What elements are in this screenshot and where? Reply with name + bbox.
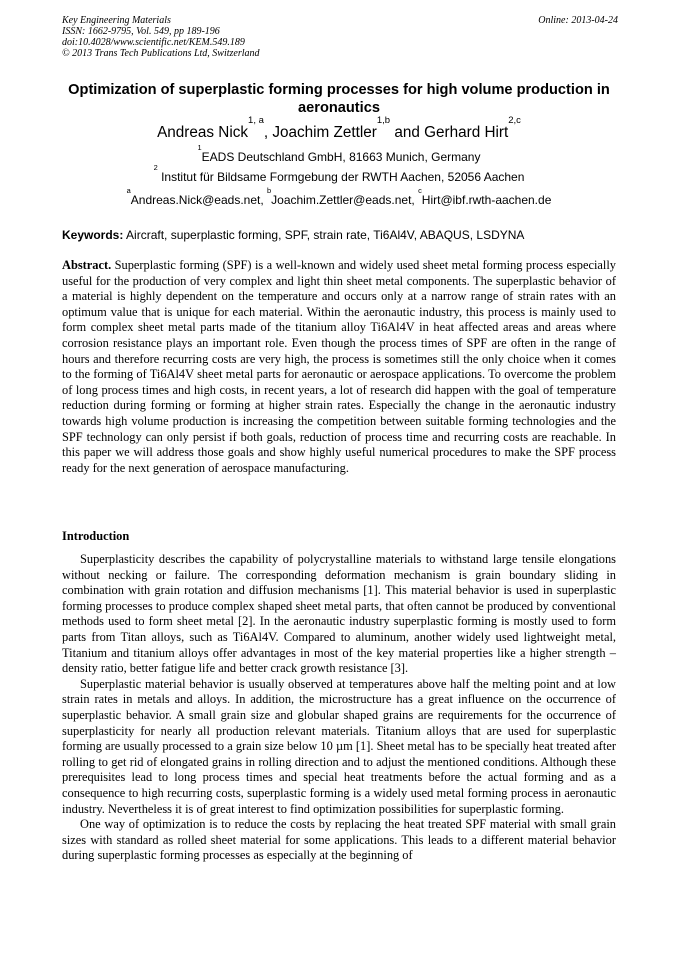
author-superscript: 1,b: [376, 114, 391, 126]
author-name: Gerhard Hirt: [424, 124, 509, 141]
keywords-text: Aircraft, superplastic forming, SPF, strain rate, Ti6Al4V, ABAQUS, LSDYNA: [126, 228, 525, 242]
issn-line: ISSN: 1662-9795, Vol. 549, pp 189-196: [62, 26, 220, 37]
keywords: [62, 228, 618, 243]
abstract-text: Superplastic forming (SPF) is a well-known and widely used sheet metal forming process especially useful for the production of very complex and light thin sheet metal components. The superplastic behavior of a material is highly dependent on the temperature and occurs only at a narrow range of strain rates with an optimum value that is unique for each material. Within the aeronautic industry, this process is mainly used to form complex sheet metal parts made of the titanium alloy Ti6Al4V in heat affected areas and areas where corrosion resistance plays an important role. Even though the process times of SPF are often in the range of hours and therefore recurring costs are very high, the process is sometimes still the only choice when it comes to the forming of Ti6Al4V sheet metal parts for aeronautic or aerospace applications. To overcome the problem of long process times and high costs, in recent years, a lot of research did happen with the goal of temperature reduction during forming or forming at higher strain rates. Especially the change in the aeronautic industry towards high volume production is increasing the competition between suitable forming technologies and the SPF technology can only persist if both goals, reduction of process time and recurring costs are reachable. In this paper we will address those goals and show highly useful numerical procedures to make the SPF process ready for the next generation of aerospace manufacturing.: [62, 258, 616, 475]
author-emails: [62, 186, 616, 208]
paragraph: One way of optimization is to reduce the costs by replacing the heat treated SPF material with small grain sizes with standard as rolled sheet material for some applications. This leads to a different material behavior during superplastic forming processes as especially at the beginning of: [62, 817, 616, 863]
keywords-label: Keywords:: [62, 228, 124, 242]
author-superscript: 1, a: [248, 114, 264, 126]
author-list: Andreas Nick$^{1, a}$, Joachim Zettler$^{1,b}$ and Gerhard Hirt$^{2,c}$: [157, 114, 521, 141]
journal-name: Key Engineering Materials: [62, 15, 171, 26]
abstract: [62, 258, 616, 476]
email-superscript: a: [126, 186, 131, 196]
affiliation-text: EADS Deutschland GmbH, 81663 Munich, Germany: [201, 150, 481, 164]
email-superscript: b: [267, 186, 272, 196]
affiliation-2: [62, 163, 616, 185]
email-address: Andreas.Nick@eads.net,: [130, 193, 268, 207]
author-superscript: 2,c: [508, 114, 521, 126]
author-name: Joachim Zettler: [272, 124, 377, 141]
affiliation-superscript: 1: [197, 143, 202, 153]
affiliation-superscript: 2: [153, 163, 158, 173]
abstract-label: Abstract.: [62, 258, 112, 272]
email-address: Joachim.Zettler@eads.net,: [271, 193, 419, 207]
email-address: Hirt@ibf.rwth-aachen.de: [421, 193, 552, 207]
doi-line: doi:10.4028/www.scientific.net/KEM.549.189: [62, 37, 245, 48]
email-superscript: c: [418, 186, 422, 196]
journal-header: [62, 15, 618, 59]
author-name: Andreas Nick: [157, 124, 249, 141]
author-conjunction: and: [394, 124, 420, 141]
online-date: Online: 2013-04-24: [538, 15, 618, 26]
paper-title: Optimization of superplastic forming processes for high volume production in aeronautics: [68, 82, 610, 116]
paragraph: Superplastic material behavior is usually observed at temperatures above half the melting point and at low strain rates in metals and alloys. In addition, the microstructure has a great influence on the occurrence of superplastic behavior. A small grain size and globular shaped grains are requirements for the occurrence of superplasticity for nearly all production relevant materials. Titanium alloys that are used for superplastic forming are usually processed to a grain size below 10 µm [1]. Sheet metal has to be specially heat treated after rolling to get rid of elongated grains in rolling direction and to adjust the mentioned conditions. Although these prerequisites lead to long process times and special heat treatments before the actual forming and as a consequence to high recurring costs, superplastic forming is a widely used metal forming process in aeronautic industry. Nevertheless it is of great interest to find optimization possibilities for superplastic forming.: [62, 676, 616, 816]
section-heading-introduction: Introduction: [62, 529, 130, 543]
publication-info: [62, 15, 618, 59]
affiliation-1: [62, 143, 616, 165]
affiliation-text: Institut für Bildsame Formgebung der RWTH Aachen, 52056 Aachen: [161, 170, 525, 184]
paragraph: Superplasticity describes the capability of polycrystalline materials to withstand large tensile elongations without necking or failure. The corresponding deformation mechanism is grain boundary sliding in combination with grain rotation and diffusion mechanisms [1]. This material behavior is used in superplastic forming processes to produce complex shaped sheet metal parts, that often cannot be produced by conventional methods used to form sheet metal [2]. In the aeronautic industry superplastic forming is mostly used to form parts from Titan alloys, such as Ti6Al4V. Compared to aluminum, another widely used lightweight metal, Titanium and titanium alloys offer advantages in most of the key material properties like a higher strength – density ratio, better fatigue life and better crack growth resistance [3].: [62, 552, 616, 676]
copyright-line: © 2013 Trans Tech Publications Ltd, Switzerland: [62, 48, 260, 59]
introduction-body: [62, 552, 616, 864]
